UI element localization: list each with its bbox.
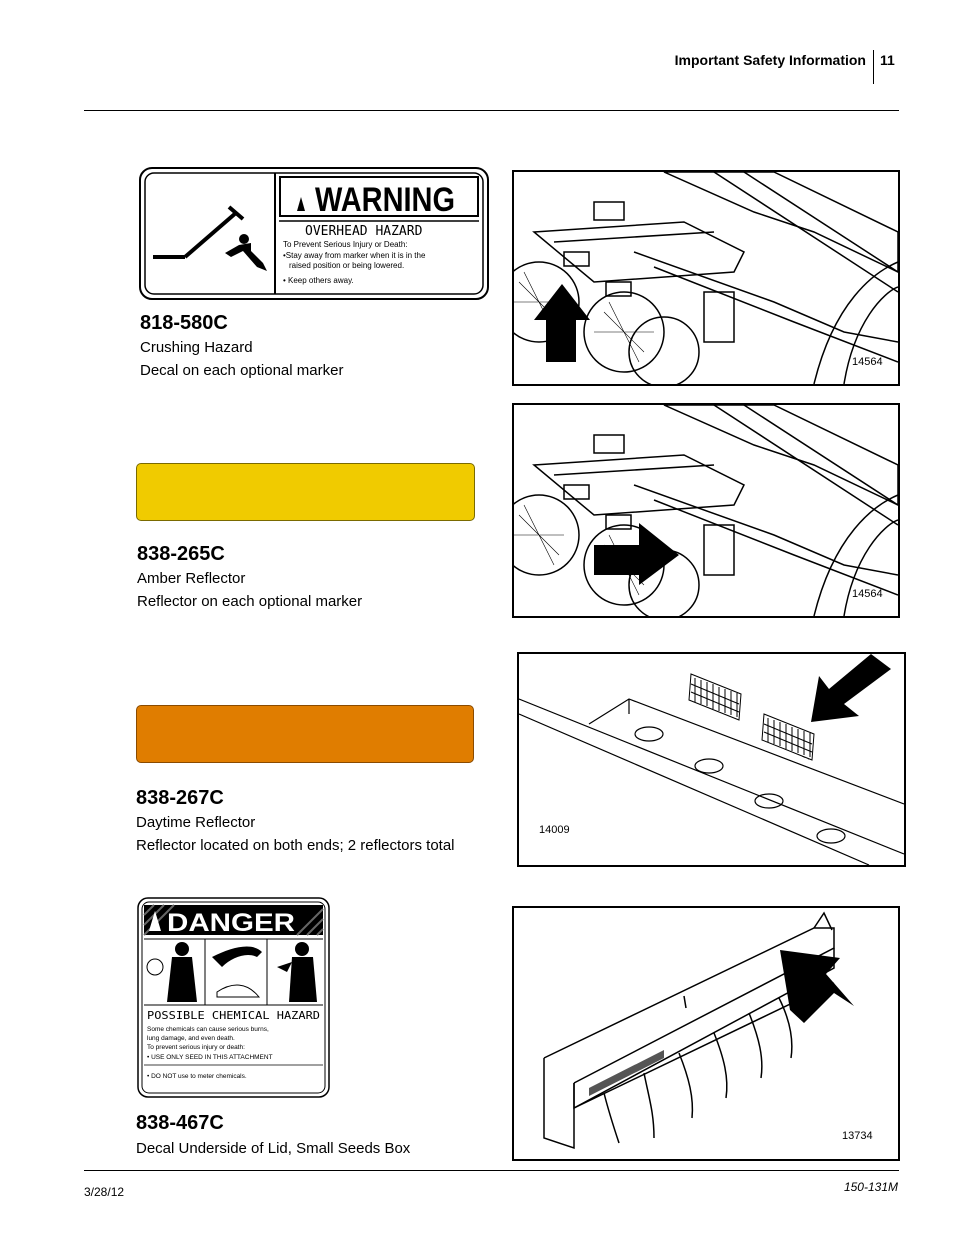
figure-number: 14564 [852, 356, 883, 368]
danger-sign-text2: lung damage, and even death. [147, 1035, 235, 1042]
danger-decal-image [137, 897, 330, 1098]
warning-sign-bullet1a: •Stay away from marker when it is in the [283, 251, 426, 260]
decal-code-818-580c: 818-580C [140, 312, 228, 334]
decal-location: Reflector on each optional marker [137, 593, 363, 610]
decal-location: Decal Underside of Lid, Small Seeds Box [136, 1140, 411, 1157]
figure-number: 14564 [852, 588, 883, 600]
danger-sign-text3: To prevent serious injury or death: [147, 1044, 245, 1051]
decal-description: Crushing Hazard [140, 339, 253, 356]
header-rule [84, 110, 899, 111]
reflector-figure [517, 652, 906, 867]
warning-sign-heading: WARNING [315, 181, 455, 219]
warning-sign-bullet2: • Keep others away. [283, 276, 354, 285]
warning-sign-text1: To Prevent Serious Injury or Death: [283, 240, 408, 249]
marker-figure-2 [512, 403, 900, 618]
arrow-pointer-icon [780, 950, 854, 1023]
header-divider [873, 50, 874, 84]
decal-location: Reflector located on both ends; 2 reflectors total [136, 837, 455, 854]
danger-sign-text1: Some chemicals can cause serious burns, [147, 1026, 269, 1033]
danger-sign-subheading: POSSIBLE CHEMICAL HAZARD [147, 1010, 320, 1022]
footer-doc-number: 150-131M [843, 1180, 898, 1194]
figure-number: 14009 [539, 824, 570, 836]
warning-sign-bullet1b: raised position or being lowered. [289, 261, 405, 270]
warning-decal-image [139, 167, 489, 300]
reflector-strip [689, 674, 741, 720]
decal-description: Daytime Reflector [136, 814, 256, 831]
footer-rule [84, 1170, 899, 1171]
section-title: Important Safety Information [674, 52, 866, 68]
warning-sign-subheading: OVERHEAD HAZARD [305, 224, 423, 239]
arrow-pointer-icon [594, 523, 679, 585]
seed-box-figure [512, 906, 900, 1161]
amber-reflector-swatch [136, 463, 475, 521]
danger-sign-bullet2: • DO NOT use to meter chemicals. [147, 1073, 247, 1080]
arrow-pointer-icon [811, 654, 891, 722]
page-number: 11 [880, 52, 895, 68]
decal-location: Decal on each optional marker [140, 362, 344, 379]
daytime-reflector-swatch [136, 705, 474, 763]
decal-description: Amber Reflector [137, 570, 246, 587]
marker-figure-1 [512, 170, 900, 386]
decal-code-838-265c: 838-265C [137, 543, 225, 565]
danger-sign-heading: DANGER [167, 909, 295, 937]
decal-code-838-467c: 838-467C [136, 1112, 224, 1134]
footer-date: 3/28/12 [84, 1185, 125, 1199]
arrow-pointer-icon [534, 284, 590, 362]
figure-number: 13734 [842, 1130, 873, 1142]
decal-code-838-267c: 838-267C [136, 787, 224, 809]
danger-sign-bullet1: • USE ONLY SEED IN THIS ATTACHMENT [147, 1054, 273, 1061]
